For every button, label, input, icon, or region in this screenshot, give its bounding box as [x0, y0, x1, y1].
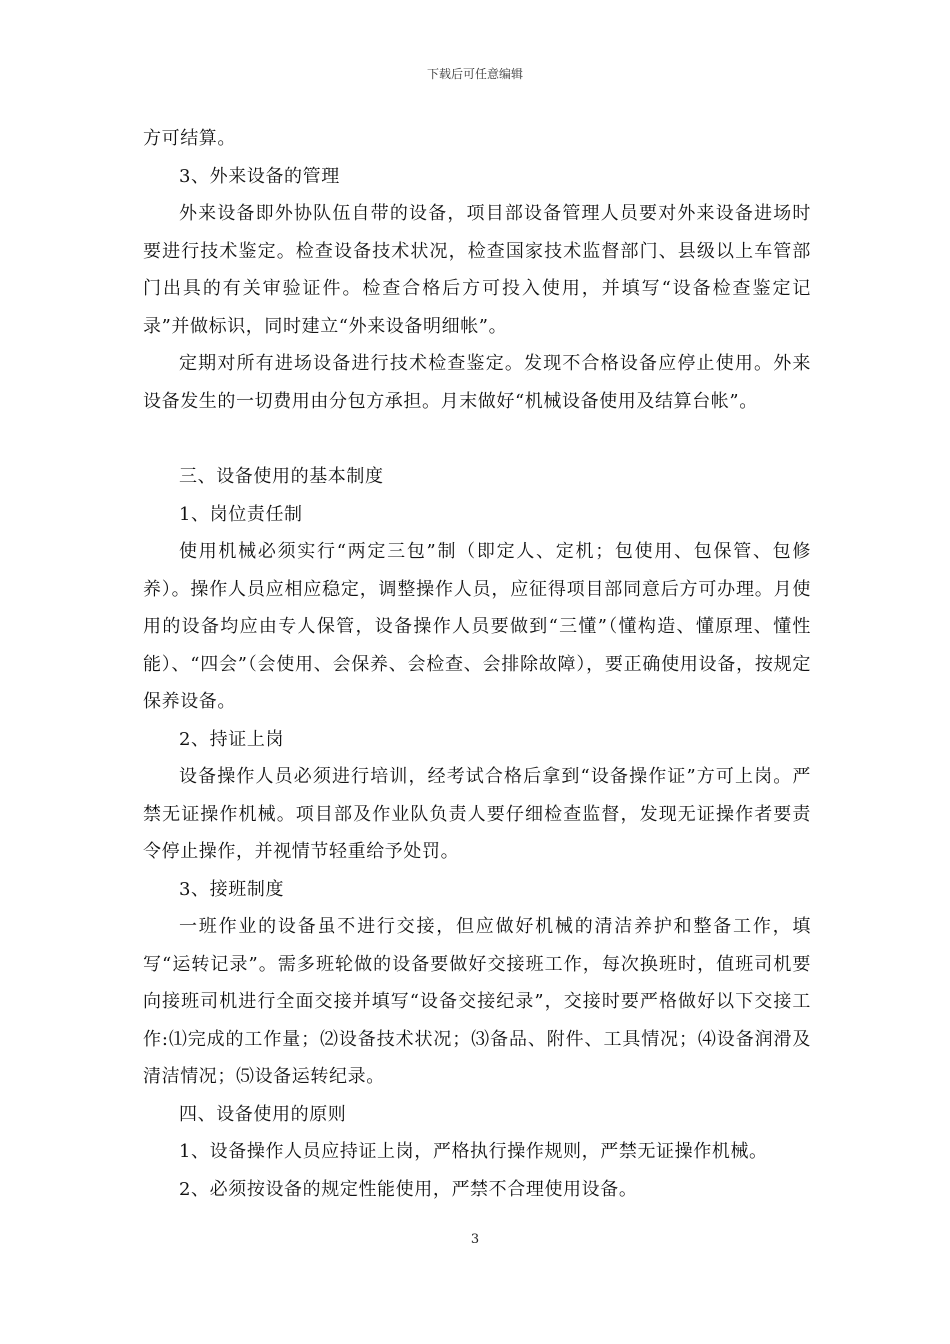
paragraph-settlement: 方可结算。	[143, 128, 236, 149]
list-item-principle-2: 2、必须按设备的规定性能使用，严禁不合理使用设备。	[179, 1178, 638, 1200]
paragraph-periodic-inspection: 定期对所有进场设备进行技术检查鉴定。发现不合格设备应停止使用。外来设备发生的一切费用由分包方承担。月末做好“机械设备使用及结算台帐”。	[143, 353, 811, 412]
document-body	[143, 120, 811, 1208]
heading-section-three: 三、设备使用的基本制度	[179, 466, 384, 487]
blank-line	[143, 420, 811, 458]
heading-external-equipment: 3、外来设备的管理	[179, 165, 340, 187]
list-item-principle-1: 1、设备操作人员应持证上岗，严格执行操作规则，严禁无证操作机械。	[179, 1141, 768, 1162]
paragraph-shift-handover: 一班作业的设备虽不进行交接，但应做好机械的清洁养护和整备工作，填写“运转记录”。需多班轮做的设备要做好交接班工作，每次换班时，值班司机要向接班司机进行全面交接并填写“设备交接纪录”，交接时要严格做好以下交接工作:⑴完成的工作量；⑵设备技术状况；⑶备品、附件、工具情况；⑷设备润滑及清洁情况；⑸设备运转纪录。	[143, 916, 811, 1087]
page-header-note: 下载后可任意编辑	[426, 67, 523, 81]
heading-certified-operation: 2、持证上岗	[179, 728, 285, 750]
heading-section-four: 四、设备使用的原则	[179, 1103, 347, 1125]
paragraph-external-equipment-inspection: 外来设备即外协队伍自带的设备，项目部设备管理人员要对外来设备进场时要进行技术鉴定。检查设备技术状况，检查国家技术监督部门、县级以上车管部门出具的有关审验证件。检查合格后方可投入使用，并填写“设备检查鉴定记录”并做标识，同时建立“外来设备明细帐”。	[143, 203, 811, 337]
page-number: 3	[470, 1232, 480, 1247]
heading-shift-handover: 3、接班制度	[179, 878, 285, 900]
paragraph-post-responsibility: 使用机械必须实行“两定三包”制（即定人、定机；包使用、包保管、包修养）。操作人员应相应稳定，调整操作人员，应征得项目部同意后方可办理。月使用的设备均应由专人保管，设备操作人员要做到“三懂”（懂构造、懂原理、懂性能）、“四会”（会使用、会保养、会检查、会排除故障），要正确使用设备，按规定保养设备。	[143, 541, 811, 712]
paragraph-certified-operation: 设备操作人员必须进行培训，经考试合格后拿到“设备操作证”方可上岗。严禁无证操作机械。项目部及作业队负责人要仔细检查监督，发现无证操作者要责令停止操作，并视情节轻重给予处罚。	[143, 766, 811, 862]
heading-post-responsibility: 1、岗位责任制	[179, 503, 303, 525]
